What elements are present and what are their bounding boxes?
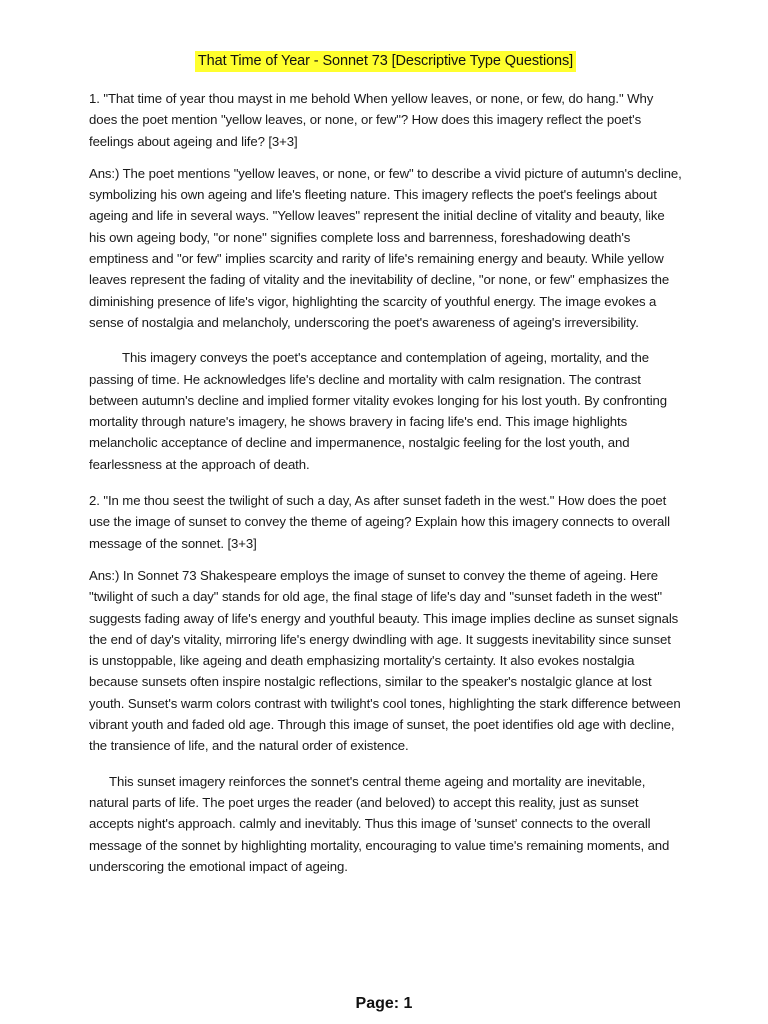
question-1: 1. "That time of year thou mayst in me behold When yellow leaves, or none, or few, do hang." Why does the poet mention "yellow leaves, or none, or few"? How does this imagery reflect the poet's feelings about ageing and life? [3+3] xyxy=(89,91,654,149)
answer-2-paragraph-1: Ans:) In Sonnet 73 Shakespeare employs the image of sunset to convey the theme of ageing. Here "twilight of such a day" stands for old age, the final stage of life's day and "sunset fadeth in the west" suggests fading away of life's energy and youthful beauty. This image implies decline as sunset signals the end of day's vitality, mirroring life's energy dwindling with age. It suggests inevitability since sunset is unstoppable, like ageing and death emphasizing mortality's certainty. It also evokes nostalgia because sunsets often inspire nostalgic reflections, similar to the speaker's nostalgic glance at lost youth. Sunset's warm colors contrast with twilight's cool tones, highlighting the stark difference between vibrant youth and faded old age. Through this image of sunset, the poet identifies old age with decline, the transience of life, and the natural order of existence. xyxy=(89,567,681,754)
document-title: That Time of Year - Sonnet 73 [Descriptive Type Questions] xyxy=(195,51,576,72)
answer-1-paragraph-1: Ans:) The poet mentions "yellow leaves, or none, or few" to describe a vivid picture of autumn's decline, symbolizing his own ageing and life's fleeting nature. This imagery reflects the poet's feelings about ageing and life in several ways. "Yellow leaves" represent the initial decline of vitality and beauty, like his own ageing body, "or none" signifies complete loss and barrenness, foreshadowing death's emptiness and "or few" implies scarcity and rarity of life's remaining energy and beauty. While yellow leaves represent the fading of vitality and the inevitability of decline, "or none, or few" emphasizes the diminishing presence of life's vigor, highlighting the scarcity of youthful energy. The image evokes a sense of nostalgia and melancholy, underscoring the poet's awareness of ageing's irreversibility. xyxy=(89,165,682,330)
answer-1-paragraph-2: This imagery conveys the poet's acceptance and contemplation of ageing, mortality, and the passing of time. He acknowledges life's decline and mortality with calm resignation. The contrast between autumn's decline and implied former vitality evokes longing for his lost youth. By confronting mortality through nature's imagery, he shows bravery in facing life's end. This image highlights melancholic acceptance of decline and impermanence, nostalgic feeling for the lost youth, and fearlessness at the approach of death. xyxy=(89,350,668,472)
page-number: Page: 1 xyxy=(355,995,413,1012)
title-wrap xyxy=(89,50,682,72)
question-2: 2. "In me thou seest the twilight of such a day, As after sunset fadeth in the west." How does the poet use the image of sunset to convey the theme of ageing? Explain how this imagery connects to overall message of the sonnet. [3+3] xyxy=(89,493,670,551)
answer-2-paragraph-2: This sunset imagery reinforces the sonnet's central theme ageing and mortality are inevitable, natural parts of life. The poet urges the reader (and beloved) to accept this reality, just as sunset accepts night's approach. calmly and inevitably. Thus this image of 'sunset' connects to the overall message of the sonnet by highlighting mortality, encouraging to value time's remaining moments, and underscoring the emotional impact of ageing. xyxy=(89,773,670,874)
